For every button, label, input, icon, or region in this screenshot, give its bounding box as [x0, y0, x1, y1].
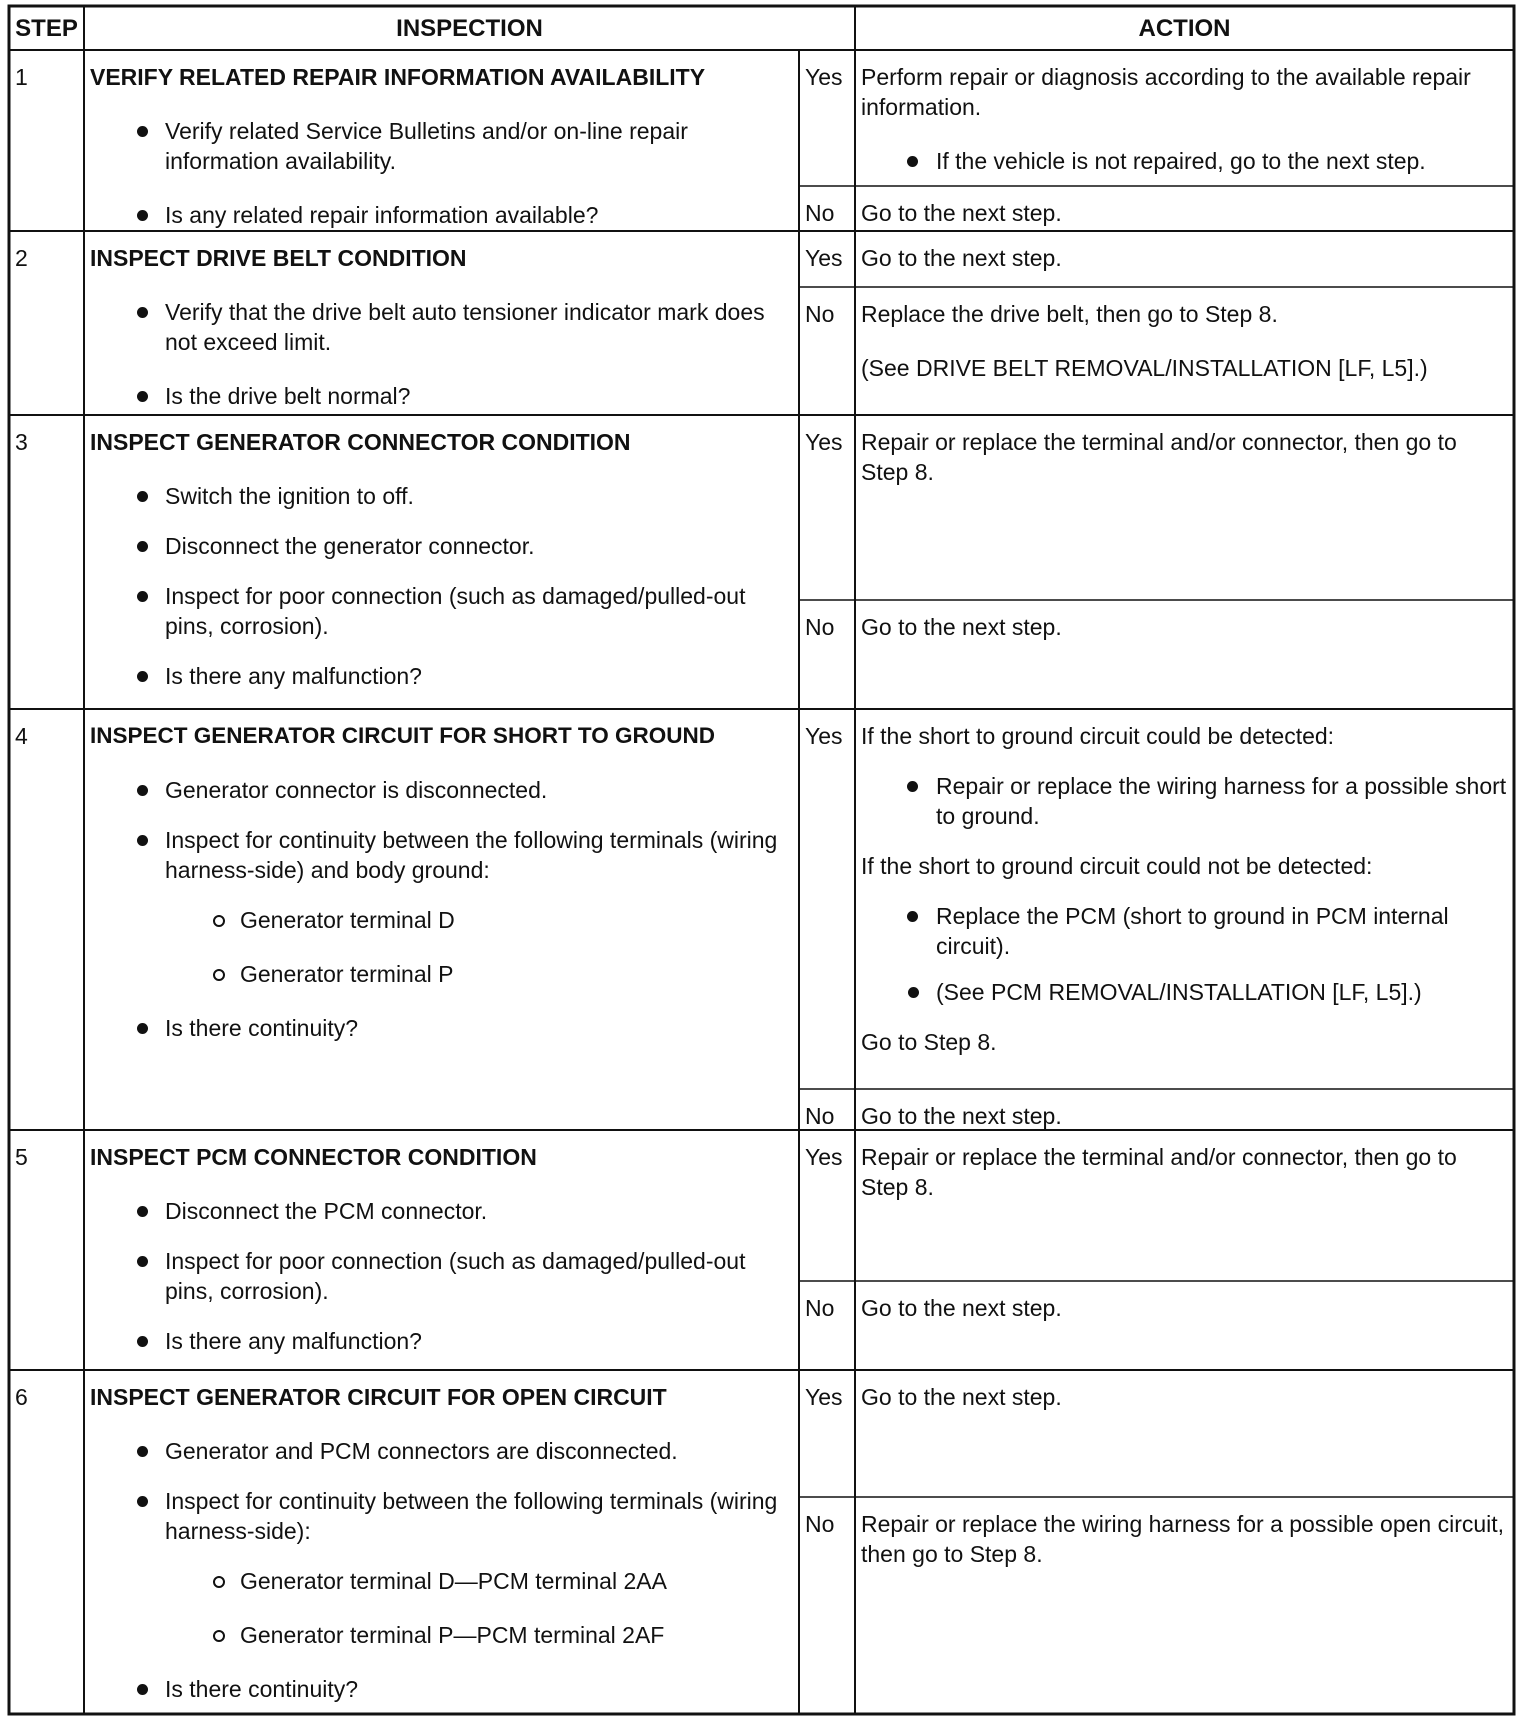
- step-title: INSPECT PCM CONNECTOR CONDITION: [90, 1144, 537, 1170]
- step-number: 1: [15, 64, 28, 90]
- inspection-bullet: Verify that the drive belt auto tensioner indicator mark does not exceed limit.: [90, 297, 793, 357]
- step-number: 6: [15, 1384, 28, 1410]
- header-action: ACTION: [1138, 15, 1231, 42]
- inspection-cell: [84, 1134, 799, 1380]
- yes-action: [855, 713, 1514, 1081]
- action-reference: (See DRIVE BELT REMOVAL/INSTALLATION [LF, L5].): [861, 355, 1428, 381]
- no-action: [855, 291, 1514, 407]
- no-label: No: [805, 200, 835, 226]
- inspection-bullet: Inspect for continuity between the following terminals (wiring harness-side) and body ground:: [90, 825, 793, 885]
- header-step: STEP: [15, 15, 78, 42]
- terminal-sub-bullet: Generator terminal D: [90, 905, 793, 935]
- inspection-bullet: Generator connector is disconnected.: [90, 775, 793, 805]
- action-reference: [861, 977, 1508, 1007]
- yes-action: Go to the next step.: [861, 1384, 1062, 1410]
- step-number: 5: [15, 1144, 28, 1170]
- yes-label: Yes: [805, 723, 843, 749]
- inspection-bullet: Inspect for poor connection (such as damaged/pulled-out pins, corrosion).: [90, 1246, 793, 1306]
- header-inspection: INSPECTION: [396, 15, 543, 42]
- action-reference-text: (See PCM REMOVAL/INSTALLATION [LF, L5].): [936, 979, 1422, 1005]
- inspection-question: Is there any malfunction?: [90, 1326, 793, 1356]
- inspection-cell: [84, 1374, 799, 1728]
- inspection-question: Is there continuity?: [90, 1674, 793, 1704]
- inspection-cell: [84, 713, 799, 1067]
- no-action: Repair or replace the wiring harness for a possible open circuit, then go to Step 8.: [861, 1511, 1505, 1567]
- inspection-bullet: Generator and PCM connectors are disconnected.: [90, 1436, 793, 1466]
- step-number: 3: [15, 429, 28, 455]
- action-bullet: Repair or replace the wiring harness for a possible short to ground.: [861, 771, 1508, 831]
- inspection-cell: [84, 54, 799, 254]
- yes-label: Yes: [805, 1144, 843, 1170]
- inspection-bullet: Disconnect the generator connector.: [90, 531, 793, 561]
- yes-action: [855, 54, 1514, 200]
- inspection-bullet: Disconnect the PCM connector.: [90, 1196, 793, 1226]
- inspection-question: Is the drive belt normal?: [90, 381, 793, 411]
- action-text: Perform repair or diagnosis according to the available repair information.: [861, 64, 1471, 120]
- inspection-cell: [84, 235, 799, 435]
- inspection-question: Is any related repair information available?: [90, 200, 793, 230]
- no-action: Go to the next step.: [861, 1103, 1062, 1129]
- no-label: No: [805, 1511, 835, 1537]
- action-text: If the short to ground circuit could not be detected:: [861, 853, 1373, 879]
- yes-label: Yes: [805, 429, 843, 455]
- inspection-bullet: Switch the ignition to off.: [90, 481, 793, 511]
- terminal-sub-bullet: Generator terminal P: [90, 959, 793, 989]
- no-label: No: [805, 301, 835, 327]
- step-number: 4: [15, 723, 28, 749]
- action-bullet: Replace the PCM (short to ground in PCM internal circuit).: [861, 901, 1508, 961]
- inspection-question: Is there any malfunction?: [90, 661, 793, 691]
- step-title: INSPECT DRIVE BELT CONDITION: [90, 245, 467, 271]
- inspection-bullet: Inspect for poor connection (such as damaged/pulled-out pins, corrosion).: [90, 581, 793, 641]
- action-bullet: If the vehicle is not repaired, go to the next step.: [861, 146, 1508, 176]
- step-title: INSPECT GENERATOR CONNECTOR CONDITION: [90, 429, 631, 455]
- step-title: VERIFY RELATED REPAIR INFORMATION AVAILABILITY: [90, 64, 706, 90]
- no-label: No: [805, 614, 835, 640]
- inspection-question: Is there continuity?: [90, 1013, 793, 1043]
- yes-action: Go to the next step.: [861, 245, 1062, 271]
- step-title: INSPECT GENERATOR CIRCUIT FOR OPEN CIRCUIT: [90, 1384, 667, 1410]
- yes-label: Yes: [805, 64, 843, 90]
- terminal-sub-bullet: Generator terminal P—PCM terminal 2AF: [90, 1620, 793, 1650]
- yes-action: Repair or replace the terminal and/or connector, then go to Step 8.: [861, 429, 1457, 485]
- step-number: 2: [15, 245, 28, 271]
- yes-action: Repair or replace the terminal and/or connector, then go to Step 8.: [861, 1144, 1457, 1200]
- action-text: Replace the drive belt, then go to Step 8.: [861, 301, 1278, 327]
- no-action: Go to the next step.: [861, 1295, 1062, 1321]
- yes-label: Yes: [805, 245, 843, 271]
- inspection-cell: [84, 419, 799, 715]
- inspection-bullet: Verify related Service Bulletins and/or on-line repair information availability.: [90, 116, 793, 176]
- no-label: No: [805, 1295, 835, 1321]
- inspection-bullet: Inspect for continuity between the following terminals (wiring harness-side):: [90, 1486, 793, 1546]
- step-title: INSPECT GENERATOR CIRCUIT FOR SHORT TO GROUND: [90, 723, 716, 748]
- no-action: Go to the next step.: [861, 200, 1062, 226]
- action-text: If the short to ground circuit could be detected:: [861, 723, 1335, 749]
- terminal-sub-bullet: Generator terminal D—PCM terminal 2AA: [90, 1566, 793, 1596]
- action-text: Go to Step 8.: [861, 1029, 997, 1055]
- no-action: Go to the next step.: [861, 614, 1062, 640]
- no-label: No: [805, 1103, 835, 1129]
- yes-label: Yes: [805, 1384, 843, 1410]
